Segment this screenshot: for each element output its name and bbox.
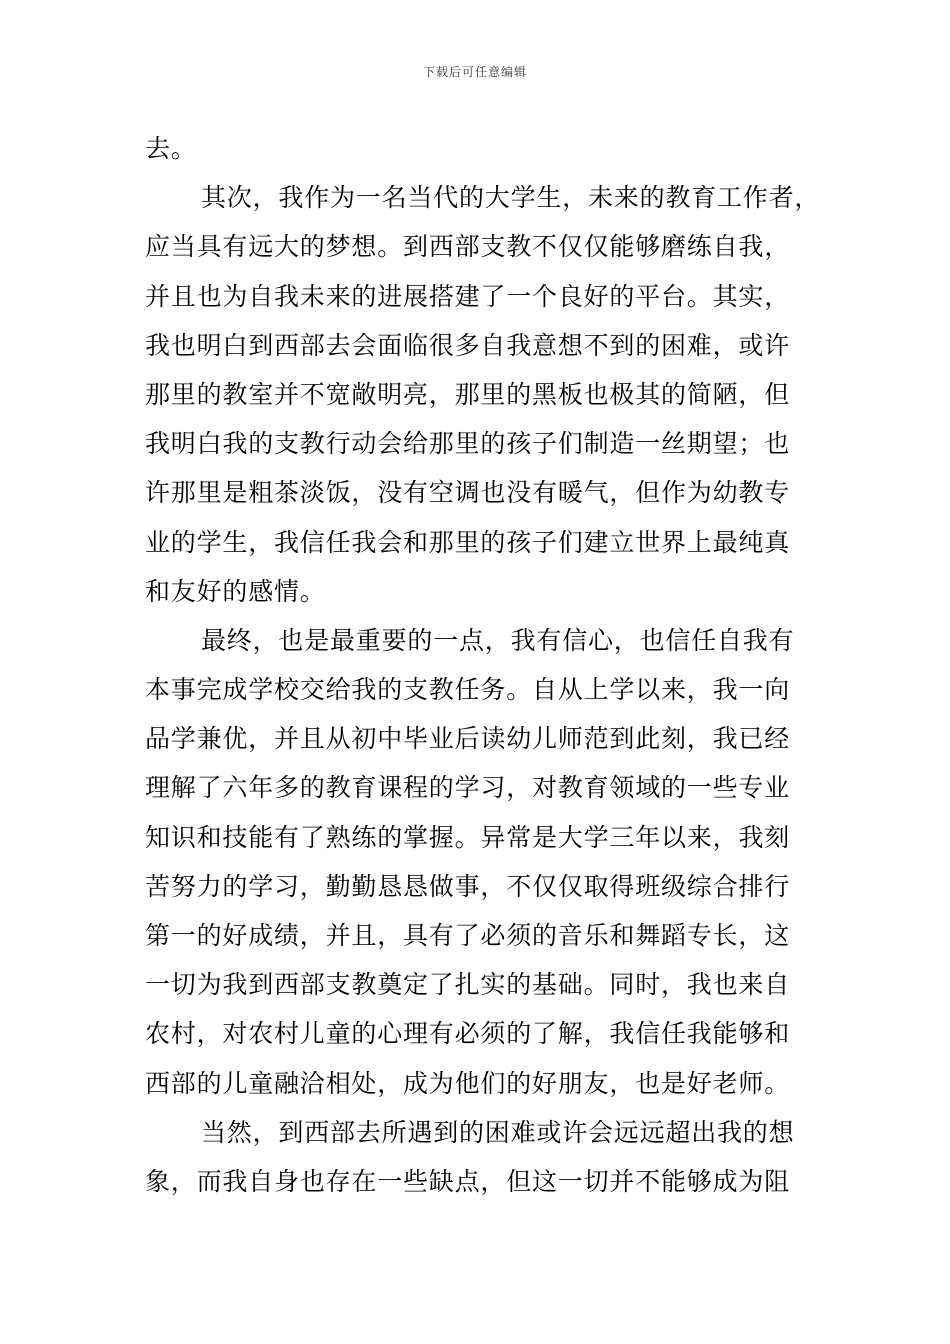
text-line: 其次，我作为一名当代的大学生，未来的教育工作者， [201,183,821,213]
text-line: 理解了六年多的教育课程的学习，对教育领域的一些专业 [145,773,791,803]
text-line: 业的学生，我信任我会和那里的孩子们建立世界上最纯真 [145,527,791,557]
text-line: 苦努力的学习，勤勤恳恳做事，不仅仅取得班级综合排行 [145,871,791,901]
text-line: 品学兼优，并且从初中毕业后读幼儿师范到此刻，我已经 [145,724,791,754]
text-line: 第一的好成绩，并且，具有了必须的音乐和舞蹈专长，这 [145,921,791,950]
text-line: 知识和技能有了熟练的掌握。异常是大学三年以来，我刻 [145,822,791,852]
text-line: 农村，对农村儿童的心理有必须的了解，我信任我能够和 [145,1019,791,1049]
text-line: 本事完成学校交给我的支教任务。自从上学以来，我一向 [145,675,791,705]
text-line: 象，而我自身也存在一些缺点，但这一切并不能够成为阻 [145,1166,791,1196]
text-line: 当然，到西部去所遇到的困难或许会远远超出我的想 [201,1117,795,1147]
text-line: 应当具有远大的梦想。到西部支教不仅仅能够磨练自我， [145,232,791,262]
text-line: 去。 [145,134,197,163]
text-line: 一切为我到西部支教奠定了扎实的基础。同时，我也来自 [145,970,791,1000]
text-line: 我明白我的支教行动会给那里的孩子们制造一丝期望；也 [145,429,791,459]
text-line: 那里的教室并不宽敞明亮，那里的黑板也极其的简陋，但 [145,379,791,409]
document-body [145,124,821,1206]
text-line: 许那里是粗茶淡饭，没有空调也没有暖气，但作为幼教专 [145,478,791,508]
page-header: 下载后可任意编辑 [422,65,527,79]
text-line: 和友好的感情。 [145,576,326,606]
text-line: 最终，也是最重要的一点，我有信心，也信任自我有 [201,625,795,655]
text-line: 西部的儿童融洽相处，成为他们的好朋友，也是好老师。 [145,1068,791,1098]
text-line: 我也明白到西部去会面临很多自我意想不到的困难，或许 [145,330,791,360]
text-line: 并且也为自我未来的进展搭建了一个良好的平台。其实， [145,281,791,311]
